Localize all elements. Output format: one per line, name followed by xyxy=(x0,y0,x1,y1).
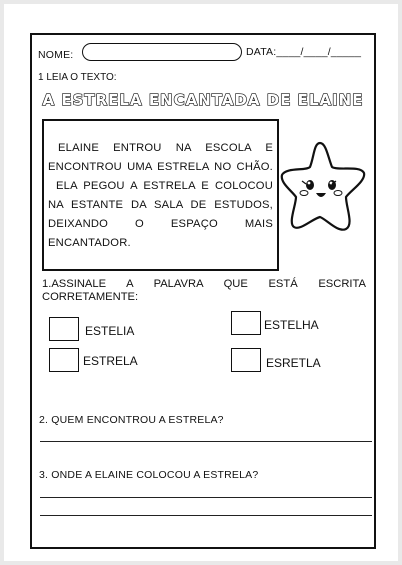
option-checkbox[interactable] xyxy=(49,317,79,341)
worksheet-frame xyxy=(30,33,376,549)
name-label: NOME: xyxy=(38,49,74,61)
date-label: DATA:____/____/_____ xyxy=(246,46,362,58)
question-1-text-cont: CORRETAMENTE: xyxy=(42,291,139,303)
question-3-text: 3. ONDE A ELAINE COLOCOU A ESTRELA? xyxy=(39,469,259,481)
story-box xyxy=(42,119,279,271)
answer-line[interactable] xyxy=(40,515,372,516)
instruction-text: 1 LEIA O TEXTO: xyxy=(38,72,117,83)
worksheet-title: A ESTRELA ENCANTADA DE ELAINE xyxy=(42,91,364,109)
answer-line[interactable] xyxy=(40,441,372,442)
option-label: ESTELHA xyxy=(264,318,319,332)
smiling-star-icon xyxy=(280,137,368,235)
story-line: ELA PEGOU A ESTRELA E COLOCOU xyxy=(56,180,273,192)
answer-line[interactable] xyxy=(40,497,372,498)
option-checkbox[interactable] xyxy=(231,311,261,335)
option-checkbox[interactable] xyxy=(49,348,79,372)
option-label: ESRETLA xyxy=(266,356,321,370)
story-line: ENCANTADOR. xyxy=(48,237,131,249)
story-line: ENCONTROU UMA ESTRELA NO CHÃO. xyxy=(48,161,273,173)
question-2-text: 2. QUEM ENCONTROU A ESTRELA? xyxy=(39,414,224,426)
option-label: ESTELIA xyxy=(85,324,135,338)
story-line: DEIXANDO O ESPAÇO MAIS xyxy=(48,218,273,230)
story-line: NA ESTANTE DA SALA DE ESTUDOS, xyxy=(48,199,273,211)
option-label: ESTRELA xyxy=(83,354,138,368)
option-checkbox[interactable] xyxy=(231,348,261,372)
question-1-text: 1.ASSINALE A PALAVRA QUE ESTÁ ESCRITA xyxy=(42,278,366,290)
worksheet-page xyxy=(4,4,398,561)
name-field[interactable] xyxy=(82,43,242,61)
story-line: ELAINE ENTROU NA ESCOLA E xyxy=(58,142,273,154)
